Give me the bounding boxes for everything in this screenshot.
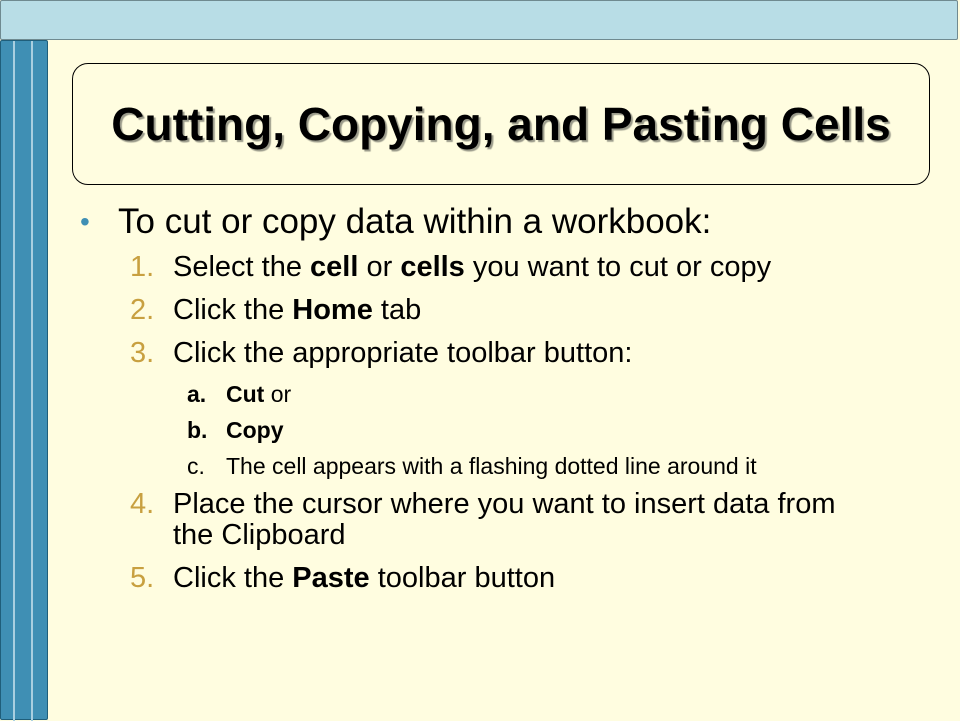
step-number: 4.: [130, 488, 155, 520]
main-bullet: [80, 200, 940, 244]
left-decorative-bar: [0, 40, 48, 720]
side-stripe: [31, 41, 33, 721]
substep-text: Copy: [226, 417, 284, 443]
step-number: 1.: [130, 251, 155, 283]
step-number: 3.: [130, 337, 155, 369]
substep-c: [80, 453, 940, 479]
bullet-icon: •: [80, 206, 90, 237]
step-text: Click the Paste toolbar button: [173, 562, 556, 594]
substep-text: Cut or: [226, 381, 292, 407]
step-1: [80, 252, 940, 283]
slide-content: [80, 200, 940, 606]
substep-letter: b.: [187, 417, 208, 443]
step-number: 5.: [130, 562, 155, 594]
step-text: Click the Home tab: [173, 294, 422, 326]
substep-a: [80, 381, 940, 407]
substep-letter: c.: [187, 453, 205, 479]
substep-letter: a.: [187, 381, 207, 407]
substep-b: [80, 417, 940, 443]
side-stripe: [13, 41, 15, 721]
top-decorative-bar: [0, 0, 958, 40]
step-5: [80, 563, 940, 594]
step-number: 2.: [130, 294, 155, 326]
bullet-text: To cut or copy data within a workbook:: [118, 202, 712, 241]
step-2: [80, 295, 940, 326]
step-text: Click the appropriate toolbar button:: [173, 337, 633, 369]
step-text: Place the cursor where you want to insert data from the Clipboard: [173, 488, 836, 551]
title-box: [72, 63, 930, 185]
step-3: [80, 338, 940, 369]
slide-title: Cutting, Copying, and Pasting Cells: [111, 98, 891, 150]
step-text: Select the cell or cells you want to cut or copy: [173, 251, 772, 283]
substep-text: The cell appears with a flashing dotted line around it: [226, 453, 757, 479]
step-4: [80, 489, 940, 551]
